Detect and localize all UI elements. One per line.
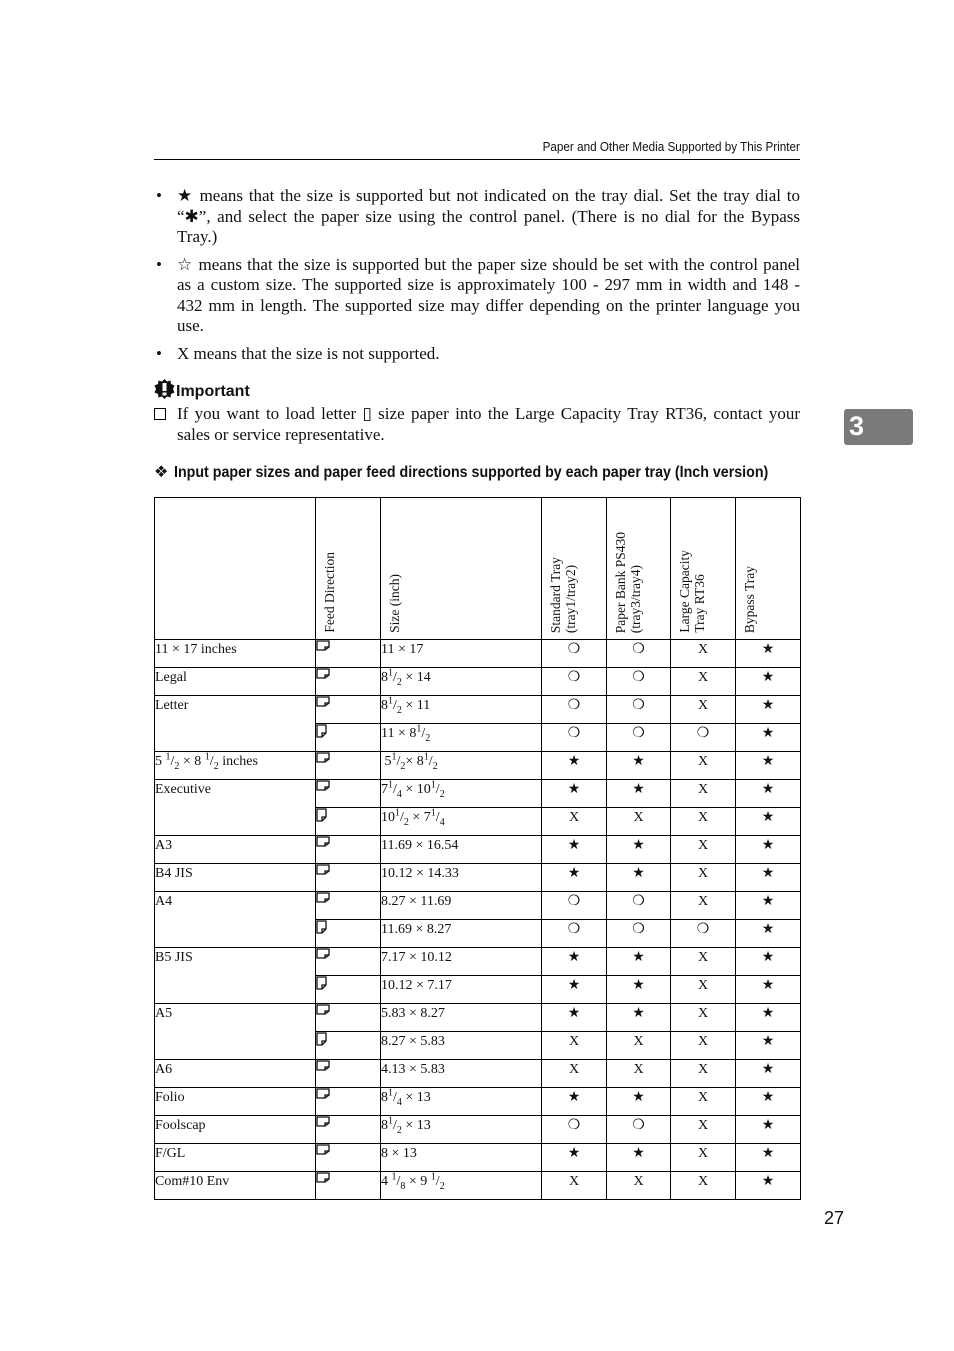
- bypass-tray-cell: ★: [736, 1032, 801, 1060]
- legend-item-text: ☆ means that the size is supported but the paper size should be set with the control panel as a custom size. The supported size is approximately 100 - 297 mm in width and 148 - 432 mm in length. The supported size may differ depending on the printer language you use.: [177, 254, 800, 335]
- feed-portrait-icon: [316, 724, 327, 738]
- large-capacity-tray-cell: X: [671, 696, 736, 724]
- paper-name: [155, 920, 316, 948]
- feed-landscape-icon: [316, 1144, 330, 1155]
- bullet-dot: •: [156, 254, 162, 274]
- feed-direction-cell: [316, 976, 381, 1004]
- paper-bank-cell: ❍: [607, 640, 671, 668]
- table-row: [155, 1116, 801, 1144]
- feed-direction-cell: [316, 808, 381, 836]
- standard-tray-cell: X: [542, 1060, 607, 1088]
- bypass-tray-cell: ★: [736, 1088, 801, 1116]
- paper-name: Executive: [155, 780, 316, 808]
- paper-size-cell: 11.69 × 8.27: [381, 920, 542, 948]
- paper-size-cell: 4.13 × 5.83: [381, 1060, 542, 1088]
- paper-size-cell: 8.27 × 5.83: [381, 1032, 542, 1060]
- paper-name: Foolscap: [155, 1116, 316, 1144]
- standard-tray-cell: ❍: [542, 892, 607, 920]
- bullet-dot: •: [156, 186, 162, 205]
- paper-bank-cell: ❍: [607, 696, 671, 724]
- paper-size-cell: $11 \times 8^1/_2$: [381, 724, 542, 752]
- large-capacity-tray-cell: ❍: [671, 724, 736, 752]
- paper-bank-cell: ❍: [607, 892, 671, 920]
- feed-landscape-icon: [316, 836, 330, 847]
- feed-landscape-icon: [316, 1088, 330, 1099]
- table-row: [155, 1032, 801, 1060]
- large-capacity-tray-cell: X: [671, 1172, 736, 1200]
- bypass-tray-cell: ★: [736, 780, 801, 808]
- table-row: [155, 752, 801, 780]
- paper-size-cell: 11 × 17: [381, 640, 542, 668]
- paper-size-cell: 7.17 × 10.12: [381, 948, 542, 976]
- large-capacity-tray-cell: X: [671, 1032, 736, 1060]
- feed-landscape-icon: [316, 864, 330, 875]
- legend-item-open-star: [154, 255, 800, 337]
- paper-bank-cell: X: [607, 1060, 671, 1088]
- bypass-tray-cell: ★: [736, 668, 801, 696]
- feed-direction-cell: [316, 864, 381, 892]
- header-bypass-tray: [736, 498, 801, 640]
- table-body: [155, 640, 801, 1200]
- paper-bank-cell: X: [607, 1172, 671, 1200]
- bypass-tray-cell: ★: [736, 1116, 801, 1144]
- feed-landscape-icon: [316, 668, 330, 679]
- table-row: [155, 864, 801, 892]
- bypass-tray-cell: ★: [736, 752, 801, 780]
- legend-item-x: [154, 344, 800, 365]
- table-header-row: [155, 498, 801, 640]
- standard-tray-cell: ★: [542, 976, 607, 1004]
- standard-tray-cell: ★: [542, 1144, 607, 1172]
- bypass-tray-cell: ★: [736, 808, 801, 836]
- feed-direction-cell: [316, 1004, 381, 1032]
- large-capacity-tray-cell: X: [671, 1088, 736, 1116]
- paper-size-cell: 10.12 × 7.17: [381, 976, 542, 1004]
- bypass-tray-cell: ★: [736, 1144, 801, 1172]
- table-row: [155, 1172, 801, 1200]
- chapter-tab: [844, 409, 913, 445]
- paper-bank-cell: ★: [607, 780, 671, 808]
- standard-tray-cell: ★: [542, 1088, 607, 1116]
- paper-bank-cell: X: [607, 1032, 671, 1060]
- paper-name: B4 JIS: [155, 864, 316, 892]
- paper-name: A3: [155, 836, 316, 864]
- feed-direction-cell: [316, 696, 381, 724]
- feed-portrait-icon: [316, 1032, 327, 1046]
- feed-landscape-icon: [316, 1172, 330, 1183]
- paper-name: A4: [155, 892, 316, 920]
- paper-name: [155, 1032, 316, 1060]
- paper-name: Legal: [155, 668, 316, 696]
- standard-tray-cell: ★: [542, 948, 607, 976]
- header-label: Large Capacity: [677, 550, 692, 633]
- header-label: Standard Tray: [548, 556, 563, 633]
- paper-name: [155, 976, 316, 1004]
- header-label: Paper Bank PS430: [613, 531, 628, 633]
- table-row: [155, 836, 801, 864]
- feed-landscape-icon: [316, 892, 330, 903]
- feed-direction-cell: [316, 1144, 381, 1172]
- important-icon: [154, 379, 175, 399]
- paper-size-cell: $8^1/_2 \times 14$: [381, 668, 542, 696]
- legend-item-text: ★ means that the size is supported but not indicated on the tray dial. Set the tray dial to “✱”, and select the paper size using the control panel. (There is no dial for the Bypass Tray.): [177, 186, 800, 246]
- paper-bank-cell: ❍: [607, 920, 671, 948]
- header-label: Tray RT36: [692, 574, 707, 633]
- standard-tray-cell: ❍: [542, 920, 607, 948]
- important-note: [154, 403, 800, 445]
- large-capacity-tray-cell: X: [671, 1060, 736, 1088]
- paper-size-cell: $8^1/_2 \times 13$: [381, 1116, 542, 1144]
- page-number: 27: [824, 1208, 845, 1228]
- paper-size-cell: 11.69 × 16.54: [381, 836, 542, 864]
- paper-name: B5 JIS: [155, 948, 316, 976]
- paper-name: F/GL: [155, 1144, 316, 1172]
- feed-direction-cell: [316, 1032, 381, 1060]
- header-paper-bank: [607, 498, 671, 640]
- bypass-tray-cell: ★: [736, 640, 801, 668]
- paper-size-table: [154, 497, 801, 1200]
- paper-size-cell: $10^1/_2 \times 7^1/_4$: [381, 808, 542, 836]
- paper-name: [155, 808, 316, 836]
- feed-direction-cell: [316, 836, 381, 864]
- large-capacity-tray-cell: X: [671, 752, 736, 780]
- section-title: Input paper sizes and paper feed directions supported by each paper tray (Inch version): [174, 464, 769, 481]
- table-row: [155, 920, 801, 948]
- header-label: (tray3/tray4): [628, 564, 643, 633]
- feed-direction-cell: [316, 948, 381, 976]
- standard-tray-cell: ❍: [542, 640, 607, 668]
- paper-name: A6: [155, 1060, 316, 1088]
- paper-size-cell: 10.12 × 14.33: [381, 864, 542, 892]
- bypass-tray-cell: ★: [736, 1172, 801, 1200]
- paper-size-cell: $8^1/_4 \times 13$: [381, 1088, 542, 1116]
- paper-bank-cell: ★: [607, 1088, 671, 1116]
- running-header: [154, 138, 800, 160]
- bypass-tray-cell: ★: [736, 696, 801, 724]
- feed-portrait-icon: [316, 976, 327, 990]
- large-capacity-tray-cell: X: [671, 836, 736, 864]
- paper-size-cell: 8 × 13: [381, 1144, 542, 1172]
- important-note-text: If you want to load letter ▯ size paper into the Large Capacity Tray RT36, contact your sales or service representative.: [177, 404, 800, 444]
- paper-name: Letter: [155, 696, 316, 724]
- table-row: [155, 892, 801, 920]
- large-capacity-tray-cell: X: [671, 780, 736, 808]
- table-row: [155, 1144, 801, 1172]
- paper-bank-cell: ★: [607, 1004, 671, 1032]
- header-large-capacity-tray: [671, 498, 736, 640]
- paper-name: Com#10 Env: [155, 1172, 316, 1200]
- paper-bank-cell: ❍: [607, 724, 671, 752]
- paper-size-cell: 4 $^1/_8 \times 9$ $^1/_2$: [381, 1172, 542, 1200]
- standard-tray-cell: X: [542, 808, 607, 836]
- large-capacity-tray-cell: X: [671, 976, 736, 1004]
- paper-size-cell: 5.83 × 8.27: [381, 1004, 542, 1032]
- paper-name: 5 $^1/_2 \times 8$ $^1/_2$ inches: [155, 752, 316, 780]
- large-capacity-tray-cell: X: [671, 892, 736, 920]
- table-row: [155, 1088, 801, 1116]
- feed-direction-cell: [316, 1088, 381, 1116]
- chapter-tab-number: 3: [849, 411, 865, 441]
- bypass-tray-cell: ★: [736, 1004, 801, 1032]
- paper-bank-cell: ★: [607, 1144, 671, 1172]
- paper-bank-cell: ★: [607, 836, 671, 864]
- feed-portrait-icon: [316, 808, 327, 822]
- standard-tray-cell: ★: [542, 836, 607, 864]
- bypass-tray-cell: ★: [736, 976, 801, 1004]
- feed-landscape-icon: [316, 640, 330, 651]
- paper-bank-cell: X: [607, 808, 671, 836]
- diamond-bullet-icon: ❖: [154, 464, 169, 481]
- paper-size-cell: $7^1/_4 \times 10^1/_2$: [381, 780, 542, 808]
- feed-direction-cell: [316, 892, 381, 920]
- section-heading: [154, 462, 814, 484]
- feed-landscape-icon: [316, 780, 330, 791]
- standard-tray-cell: ★: [542, 780, 607, 808]
- standard-tray-cell: ❍: [542, 668, 607, 696]
- standard-tray-cell: ★: [542, 864, 607, 892]
- checkbox-icon: [154, 408, 166, 420]
- legend-item-star: [154, 186, 800, 248]
- large-capacity-tray-cell: X: [671, 640, 736, 668]
- large-capacity-tray-cell: X: [671, 1144, 736, 1172]
- paper-name: A5: [155, 1004, 316, 1032]
- standard-tray-cell: ❍: [542, 1116, 607, 1144]
- feed-direction-cell: [316, 780, 381, 808]
- bypass-tray-cell: ★: [736, 724, 801, 752]
- large-capacity-tray-cell: X: [671, 864, 736, 892]
- standard-tray-cell: X: [542, 1032, 607, 1060]
- table-row: [155, 1060, 801, 1088]
- paper-name: 11 × 17 inches: [155, 640, 316, 668]
- header-label: Feed Direction: [322, 552, 337, 633]
- large-capacity-tray-cell: X: [671, 808, 736, 836]
- large-capacity-tray-cell: X: [671, 668, 736, 696]
- header-feed-direction: [316, 498, 381, 640]
- standard-tray-cell: ★: [542, 752, 607, 780]
- important-heading: [154, 379, 250, 403]
- paper-bank-cell: ★: [607, 976, 671, 1004]
- feed-landscape-icon: [316, 1116, 330, 1127]
- running-header-title: Paper and Other Media Supported by This Printer: [542, 139, 800, 154]
- feed-direction-cell: [316, 920, 381, 948]
- paper-bank-cell: ★: [607, 948, 671, 976]
- bullet-dot: •: [156, 343, 162, 363]
- paper-bank-cell: ❍: [607, 668, 671, 696]
- large-capacity-tray-cell: X: [671, 948, 736, 976]
- table-row: [155, 948, 801, 976]
- header-size: [381, 498, 542, 640]
- header-blank: [155, 498, 316, 640]
- table-row: [155, 1004, 801, 1032]
- feed-landscape-icon: [316, 752, 330, 763]
- header-standard-tray: [542, 498, 607, 640]
- feed-direction-cell: [316, 1116, 381, 1144]
- bypass-tray-cell: ★: [736, 1060, 801, 1088]
- legend-bullet-list: [154, 186, 800, 371]
- feed-direction-cell: [316, 752, 381, 780]
- header-label: Size (inch): [387, 574, 402, 633]
- standard-tray-cell: ❍: [542, 724, 607, 752]
- paper-bank-cell: ★: [607, 864, 671, 892]
- large-capacity-tray-cell: X: [671, 1116, 736, 1144]
- table-row: [155, 808, 801, 836]
- table-row: [155, 640, 801, 668]
- table-row: [155, 696, 801, 724]
- feed-landscape-icon: [316, 1004, 330, 1015]
- paper-size-cell: 8.27 × 11.69: [381, 892, 542, 920]
- feed-direction-cell: [316, 724, 381, 752]
- bypass-tray-cell: ★: [736, 948, 801, 976]
- feed-direction-cell: [316, 668, 381, 696]
- paper-name: Folio: [155, 1088, 316, 1116]
- standard-tray-cell: X: [542, 1172, 607, 1200]
- feed-portrait-icon: [316, 920, 327, 934]
- feed-landscape-icon: [316, 696, 330, 707]
- legend-item-text: X means that the size is not supported.: [177, 343, 440, 363]
- large-capacity-tray-cell: ❍: [671, 920, 736, 948]
- paper-bank-cell: ★: [607, 752, 671, 780]
- feed-direction-cell: [316, 640, 381, 668]
- paper-bank-cell: ❍: [607, 1116, 671, 1144]
- paper-size-cell: $8^1/_2 \times 11$: [381, 696, 542, 724]
- feed-direction-cell: [316, 1172, 381, 1200]
- bypass-tray-cell: ★: [736, 836, 801, 864]
- paper-name: [155, 724, 316, 752]
- table-row: [155, 724, 801, 752]
- large-capacity-tray-cell: X: [671, 1004, 736, 1032]
- standard-tray-cell: ❍: [542, 696, 607, 724]
- feed-landscape-icon: [316, 948, 330, 959]
- bypass-tray-cell: ★: [736, 864, 801, 892]
- important-label: Important: [176, 383, 250, 400]
- feed-direction-cell: [316, 1060, 381, 1088]
- standard-tray-cell: ★: [542, 1004, 607, 1032]
- table-row: [155, 976, 801, 1004]
- bypass-tray-cell: ★: [736, 920, 801, 948]
- table-row: [155, 668, 801, 696]
- header-label: (tray1/tray2): [563, 564, 578, 633]
- paper-size-cell: $5^1/_2\times 8^1/_2$: [381, 752, 542, 780]
- bypass-tray-cell: ★: [736, 892, 801, 920]
- header-label: Bypass Tray: [742, 565, 757, 633]
- table-row: [155, 780, 801, 808]
- feed-landscape-icon: [316, 1060, 330, 1071]
